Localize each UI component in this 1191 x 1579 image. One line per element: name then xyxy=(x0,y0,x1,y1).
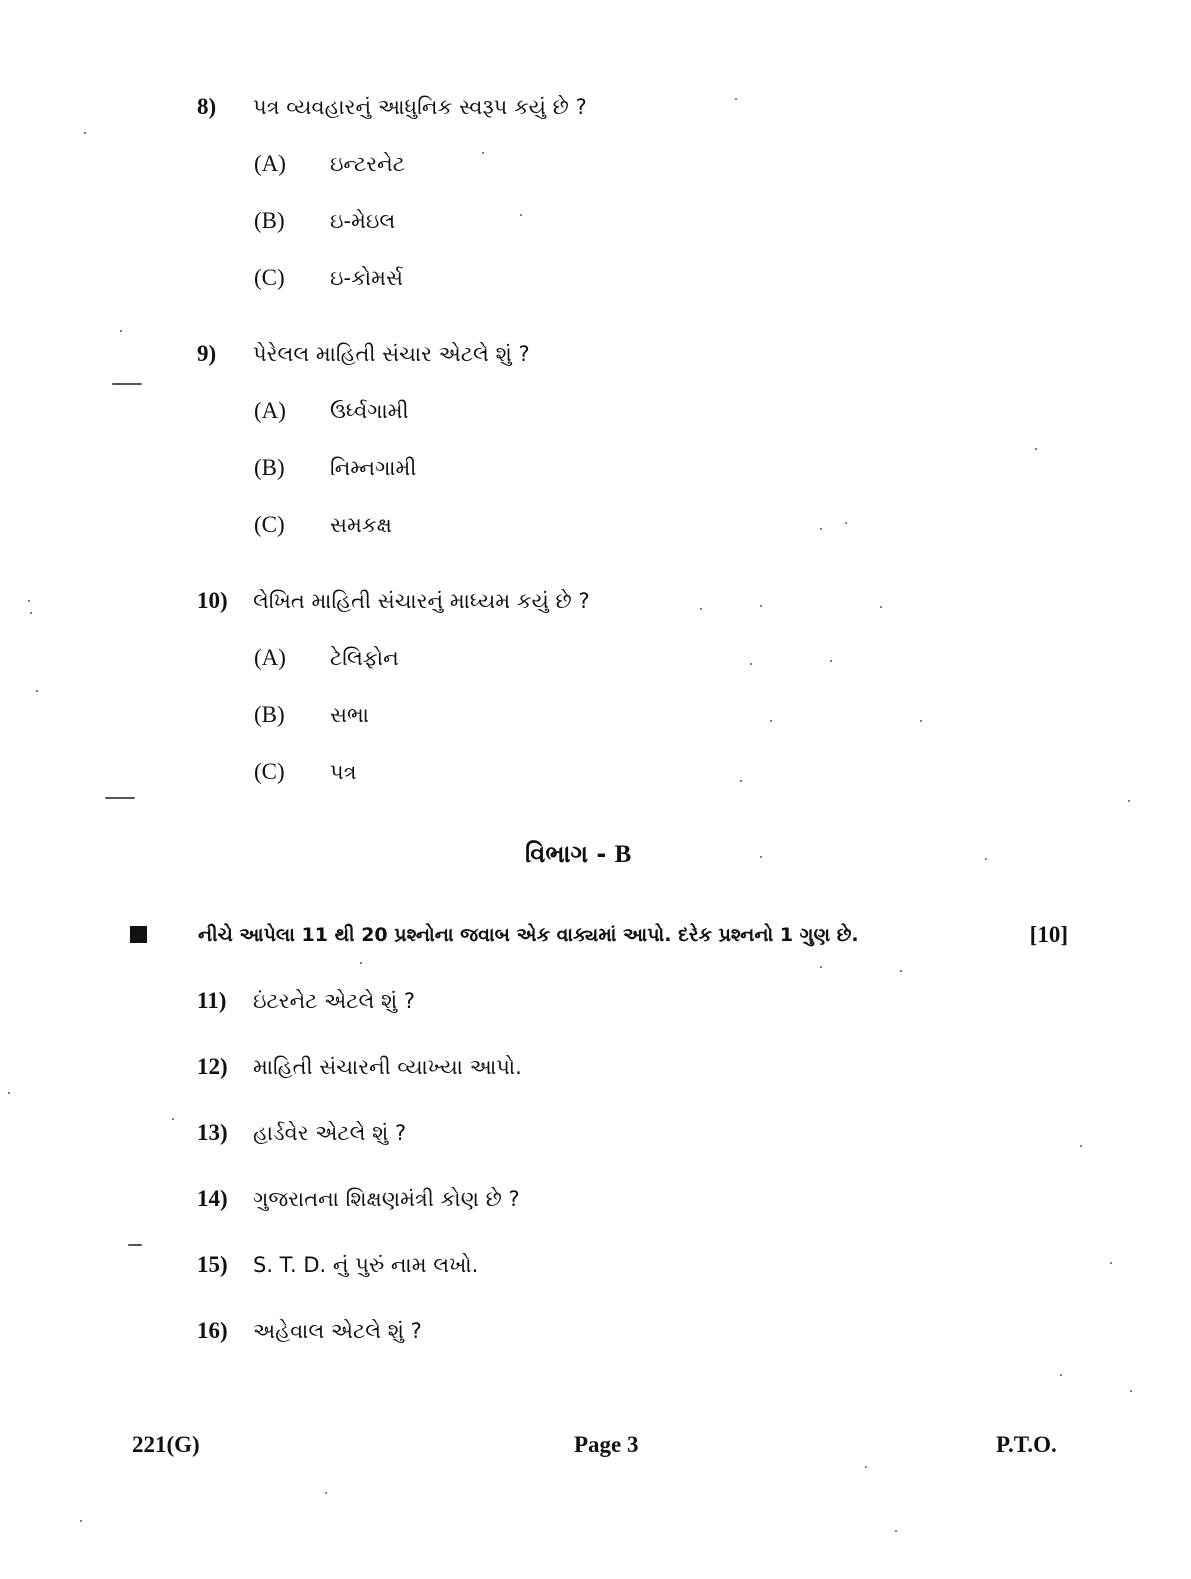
question-15 xyxy=(197,1250,478,1280)
option-text: ઇ-મેઇલ xyxy=(330,209,396,233)
option-10b xyxy=(254,700,369,731)
section-title-text: વિભાગ - xyxy=(525,840,607,868)
option-text: ઇન્ટરનેટ xyxy=(330,152,405,176)
question-number: 16) xyxy=(197,1318,228,1343)
option-text: સભા xyxy=(330,703,369,727)
marks-label: [10] xyxy=(1029,922,1068,947)
question-number: 8) xyxy=(197,94,217,119)
question-text: S. T. D. નું પુરું નામ લખો. xyxy=(253,1253,479,1277)
option-9a xyxy=(254,396,409,427)
question-text: માહિતી સંચારની વ્યાખ્યા આપો. xyxy=(253,1055,522,1079)
question-number: 10) xyxy=(197,588,228,613)
question-number: 14) xyxy=(197,1186,228,1211)
section-instruction xyxy=(130,918,1070,952)
option-8c xyxy=(254,263,403,294)
section-heading xyxy=(525,840,631,869)
section-letter: B xyxy=(614,841,632,868)
option-10c xyxy=(254,757,357,788)
question-number: 13) xyxy=(197,1120,228,1145)
option-label: (B) xyxy=(254,702,285,727)
question-number: 12) xyxy=(197,1054,228,1079)
option-label: (C) xyxy=(254,265,285,290)
instruction-text: નીચે આપેલા 11 થી 20 પ્રશ્નોના જવાબ એક વાક્યમાં આપો. દરેક પ્રશ્નનો 1 ગુણ છે. xyxy=(198,924,859,946)
question-text: લેખિત માહિતી સંચારનું માધ્યમ કયું છે ? xyxy=(253,589,590,613)
question-9 xyxy=(197,339,530,369)
option-label: (C) xyxy=(254,759,285,784)
question-10 xyxy=(197,586,590,616)
page-number: Page 3 xyxy=(574,1432,639,1457)
option-label: (A) xyxy=(254,645,286,670)
pto-label: P.T.O. xyxy=(996,1432,1057,1457)
option-text: નિમ્નગામી xyxy=(330,456,417,480)
option-9b xyxy=(254,453,416,484)
option-8b xyxy=(254,206,395,237)
question-text: પેરેલલ માહિતી સંચાર એટલે શું ? xyxy=(253,342,530,366)
question-16 xyxy=(197,1316,422,1346)
question-text: ગુજરાતના શિક્ષણમંત્રી કોણ છે ? xyxy=(253,1187,520,1211)
question-text: હાર્ડવેર એટલે શું ? xyxy=(253,1121,407,1145)
question-number: 15) xyxy=(197,1252,228,1277)
option-label: (A) xyxy=(254,151,286,176)
question-13 xyxy=(197,1118,406,1148)
option-text: ઇ-કોમર્સ xyxy=(330,266,403,290)
option-label: (B) xyxy=(254,455,285,480)
option-9c xyxy=(254,510,392,541)
option-8a xyxy=(254,149,405,180)
question-text: અહેવાલ એટલે શું ? xyxy=(253,1319,422,1343)
question-text: ઇંટરનેટ એટલે શું ? xyxy=(253,989,416,1013)
question-number: 9) xyxy=(197,341,217,366)
option-label: (A) xyxy=(254,398,286,423)
question-8 xyxy=(197,92,587,122)
question-11 xyxy=(197,986,415,1016)
question-12 xyxy=(197,1052,522,1082)
question-14 xyxy=(197,1184,520,1214)
option-text: પત્ર xyxy=(330,760,357,784)
option-10a xyxy=(254,643,399,674)
square-bullet-icon xyxy=(130,926,147,943)
option-text: ટેલિફોન xyxy=(330,646,399,670)
question-number: 11) xyxy=(197,988,227,1013)
option-text: સમકક્ષ xyxy=(330,513,392,537)
option-label: (C) xyxy=(254,512,285,537)
option-text: ઉર્ધ્વગામી xyxy=(330,399,409,423)
question-text: પત્ર વ્યવહારનું આધુનિક સ્વરૂપ કયું છે ? xyxy=(253,95,587,119)
option-label: (B) xyxy=(254,208,285,233)
paper-code: 221(G) xyxy=(132,1432,200,1457)
